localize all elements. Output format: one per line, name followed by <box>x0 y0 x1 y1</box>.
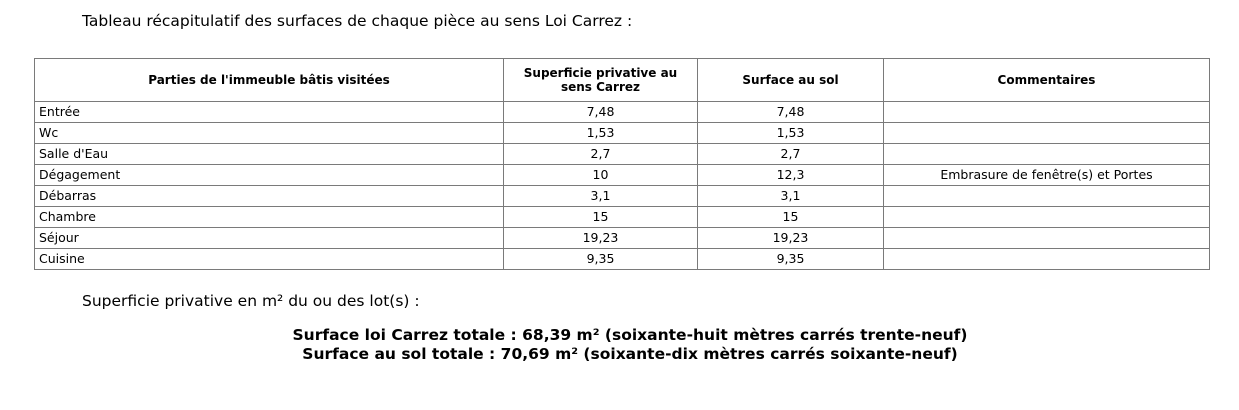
table-header-row <box>35 59 1210 102</box>
sol-value: 3,1 <box>698 186 884 207</box>
sol-value: 15 <box>698 207 884 228</box>
room-name: Entrée <box>35 102 504 123</box>
comment-value: Embrasure de fenêtre(s) et Portes <box>884 165 1210 186</box>
header-carrez: Superficie privative au sens Carrez <box>504 59 698 102</box>
carrez-value: 19,23 <box>504 228 698 249</box>
room-name: Chambre <box>35 207 504 228</box>
comment-value <box>884 102 1210 123</box>
room-name: Salle d'Eau <box>35 144 504 165</box>
carrez-value: 7,48 <box>504 102 698 123</box>
sol-value: 1,53 <box>698 123 884 144</box>
comment-value <box>884 207 1210 228</box>
room-name: Débarras <box>35 186 504 207</box>
total-sol: Surface au sol totale : 70,69 m² (soixante-dix mètres carrés soixante-neuf) <box>302 345 958 363</box>
room-name: Séjour <box>35 228 504 249</box>
sol-value: 12,3 <box>698 165 884 186</box>
total-carrez: Surface loi Carrez totale : 68,39 m² (soixante-huit mètres carrés trente-neuf) <box>292 326 968 344</box>
table-row <box>35 123 1210 144</box>
carrez-value: 1,53 <box>504 123 698 144</box>
table-row <box>35 102 1210 123</box>
table-row <box>35 249 1210 270</box>
room-name: Dégagement <box>35 165 504 186</box>
table-row <box>35 186 1210 207</box>
room-name: Wc <box>35 123 504 144</box>
table-row <box>35 165 1210 186</box>
surfaces-table <box>34 58 1210 270</box>
carrez-value: 2,7 <box>504 144 698 165</box>
comment-value <box>884 249 1210 270</box>
table-row <box>35 144 1210 165</box>
comment-value <box>884 228 1210 249</box>
totals-block <box>0 326 1239 364</box>
comment-value <box>884 186 1210 207</box>
room-name: Cuisine <box>35 249 504 270</box>
sol-value: 9,35 <box>698 249 884 270</box>
header-commentaires: Commentaires <box>884 59 1210 102</box>
sol-value: 7,48 <box>698 102 884 123</box>
table-row <box>35 207 1210 228</box>
table-row <box>35 228 1210 249</box>
carrez-value: 15 <box>504 207 698 228</box>
comment-value <box>884 144 1210 165</box>
subtitle-text: Superficie privative en m² du ou des lot(s) : <box>82 292 420 310</box>
carrez-value: 9,35 <box>504 249 698 270</box>
intro-text: Tableau récapitulatif des surfaces de chaque pièce au sens Loi Carrez : <box>82 12 633 30</box>
header-parties: Parties de l'immeuble bâtis visitées <box>35 59 504 102</box>
sol-value: 19,23 <box>698 228 884 249</box>
sol-value: 2,7 <box>698 144 884 165</box>
carrez-value: 3,1 <box>504 186 698 207</box>
comment-value <box>884 123 1210 144</box>
carrez-value: 10 <box>504 165 698 186</box>
header-sol: Surface au sol <box>698 59 884 102</box>
